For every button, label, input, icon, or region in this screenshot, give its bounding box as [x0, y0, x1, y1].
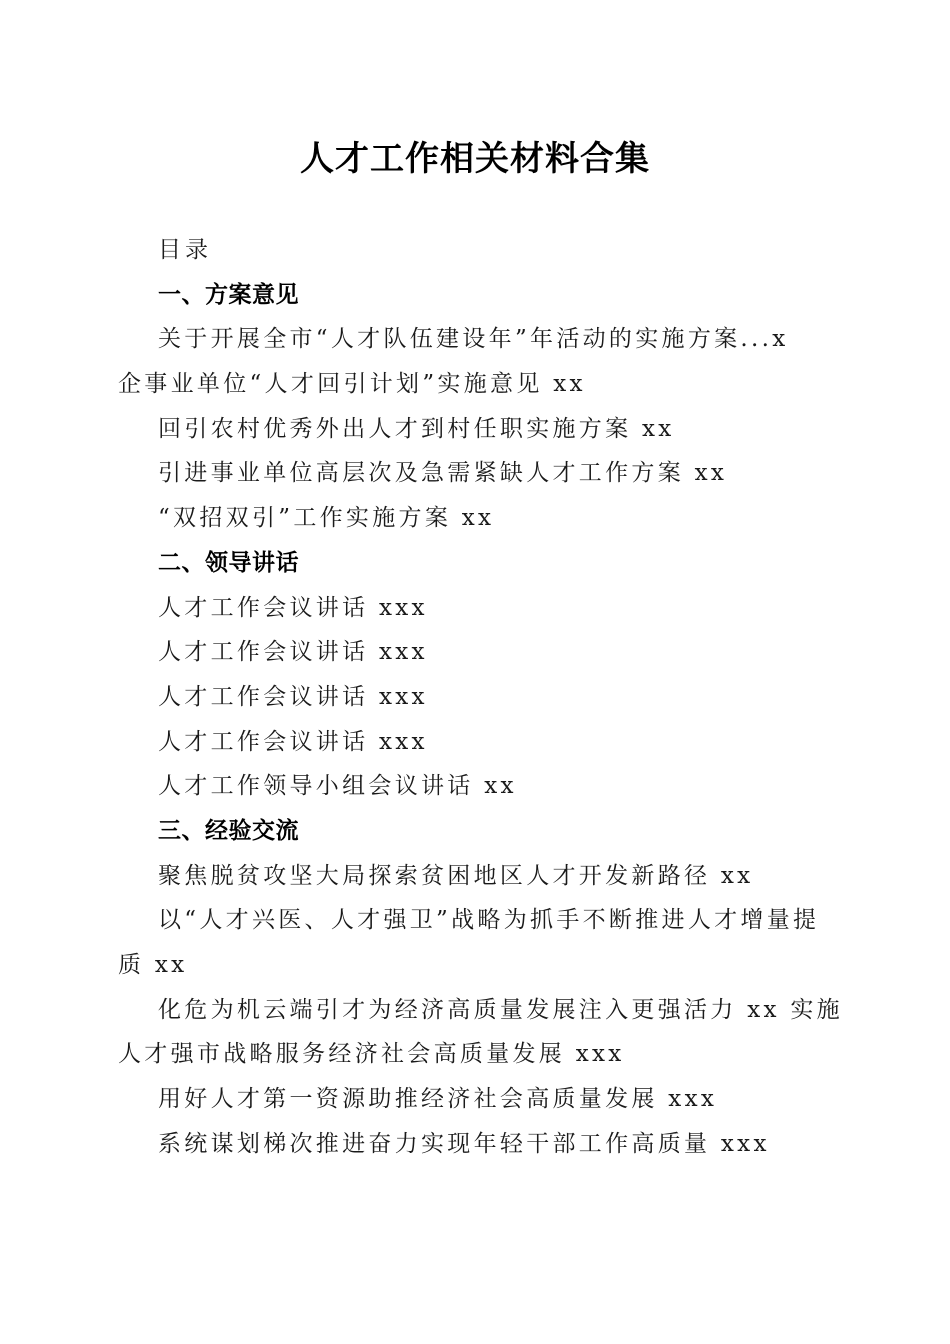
toc-entry[interactable]	[118, 407, 830, 452]
toc-entry-line: 人才强市战略服务经济社会高质量发展 xxx	[118, 1041, 625, 1068]
table-of-contents	[118, 228, 843, 1166]
toc-entry-line: 人才工作会议讲话 xxx	[158, 594, 428, 621]
toc-entry-line: 人才工作会议讲话 xxx	[158, 639, 428, 666]
toc-label: 目录	[158, 237, 212, 263]
toc-entry-line: 企事业单位“人才回引计划”实施意见 xx	[118, 371, 586, 398]
section-heading-experience-exchange: 三、经验交流	[158, 817, 299, 844]
toc-entry[interactable]	[118, 451, 830, 496]
toc-entry-line: 引进事业单位高层次及急需紧缺人才工作方案 xx	[158, 460, 728, 487]
toc-entry[interactable]	[118, 1122, 830, 1167]
toc-entry[interactable]	[118, 630, 830, 675]
toc-entry[interactable]	[118, 720, 830, 765]
section-heading-proposals: 一、方案意见	[158, 281, 299, 308]
toc-entry-line: 以“人才兴医、人才强卫”战略为抓手不断推进人才增量提	[158, 907, 820, 934]
toc-entry[interactable]	[118, 898, 830, 987]
toc-entry[interactable]	[118, 317, 830, 406]
toc-entry[interactable]	[118, 1077, 830, 1122]
toc-entry-line: 回引农村优秀外出人才到村任职实施方案 xx	[158, 415, 675, 442]
toc-entry-line: “双招双引”工作实施方案 xx	[158, 505, 495, 532]
toc-entry-line: 用好人才第一资源助推经济社会高质量发展 xxx	[158, 1086, 718, 1113]
toc-entry-line: 人才工作会议讲话 xxx	[158, 728, 428, 755]
toc-entry[interactable]	[118, 496, 830, 541]
toc-entry-line: 化危为机云端引才为经济高质量发展注入更强活力 xx 实施	[158, 996, 843, 1023]
toc-entry-line: 人才工作领导小组会议讲话 xx	[158, 773, 517, 800]
toc-entry-line: 人才工作会议讲话 xxx	[158, 683, 428, 710]
toc-entry-line: 质 xx	[118, 952, 188, 978]
section-heading-leadership-speeches: 二、领导讲话	[158, 549, 299, 576]
toc-entry-line: 聚焦脱贫攻坚大局探索贫困地区人才开发新路径 xx	[158, 862, 754, 889]
toc-entry[interactable]	[118, 675, 830, 720]
toc-entry[interactable]	[118, 854, 830, 899]
toc-entry-line: 关于开展全市“人才队伍建设年”年活动的实施方案...x	[158, 326, 789, 353]
toc-entry[interactable]	[118, 764, 830, 809]
toc-entry[interactable]	[118, 586, 830, 631]
document-title: 人才工作相关材料合集	[300, 139, 650, 179]
toc-entry-line: 系统谋划梯次推进奋力实现年轻干部工作高质量 xxx	[158, 1130, 770, 1157]
toc-entry[interactable]	[118, 988, 843, 1077]
